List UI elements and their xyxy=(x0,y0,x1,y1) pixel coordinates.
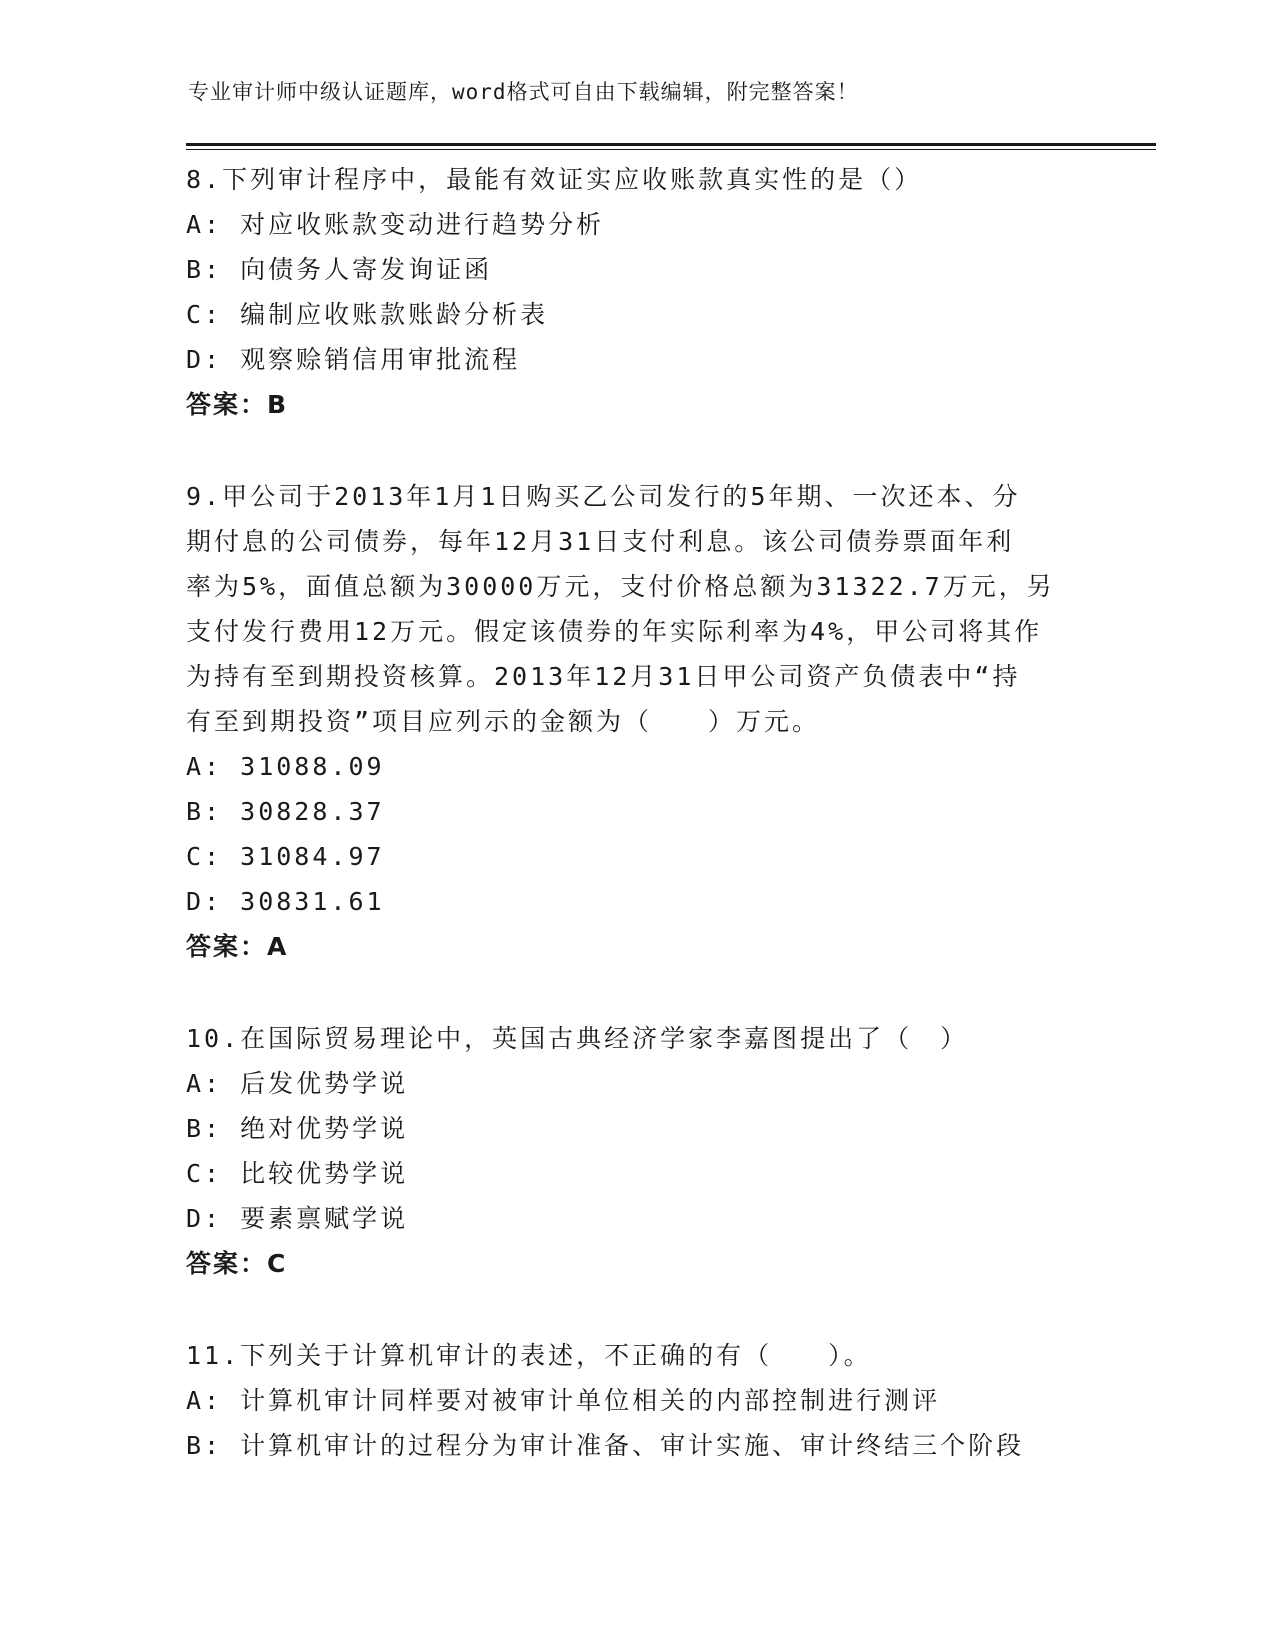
question-9 xyxy=(186,474,1086,969)
option-d: D: 30831.61 xyxy=(186,887,385,916)
question-stem: 11.下列关于计算机审计的表述，不正确的有（ ）。 xyxy=(186,1341,872,1370)
question-stem-line-1: 9.甲公司于2013年1月1日购买乙公司发行的5年期、一次还本、分 xyxy=(186,482,1021,511)
option-b: B: 绝对优势学说 xyxy=(186,1114,409,1143)
option-c: C: 比较优势学说 xyxy=(186,1159,409,1188)
option-a: A: 计算机审计同样要对被审计单位相关的内部控制进行测评 xyxy=(186,1386,941,1415)
question-stem-line-2: 期付息的公司债券，每年12月31日支付利息。该公司债券票面年利 xyxy=(186,527,1015,556)
question-8 xyxy=(186,157,1086,427)
option-d: D: 要素禀赋学说 xyxy=(186,1204,409,1233)
header-rule-thick xyxy=(186,143,1156,146)
question-list xyxy=(186,157,1086,1468)
question-stem-line-3: 率为5%，面值总额为30000万元，支付价格总额为31322.7万元，另 xyxy=(186,572,1055,601)
option-b: B: 30828.37 xyxy=(186,797,385,826)
question-stem-line-6: 有至到期投资”项目应列示的金额为（ ）万元。 xyxy=(186,707,821,736)
option-a: A: 31088.09 xyxy=(186,752,385,781)
answer-label: 答案：C xyxy=(186,1249,288,1278)
option-a: A: 对应收账款变动进行趋势分析 xyxy=(186,210,605,239)
option-d: D: 观察赊销信用审批流程 xyxy=(186,345,521,374)
option-b: B: 计算机审计的过程分为审计准备、审计实施、审计终结三个阶段 xyxy=(186,1431,1025,1460)
question-stem: 8.下列审计程序中，最能有效证实应收账款真实性的是（） xyxy=(186,165,923,194)
header-note: 专业审计师中级认证题库，word格式可自由下载编辑，附完整答案！ xyxy=(188,80,859,104)
option-c: C: 31084.97 xyxy=(186,842,385,871)
question-10 xyxy=(186,1016,1086,1286)
answer-label: 答案：A xyxy=(186,932,289,961)
question-stem-line-4: 支付发行费用12万元。假定该债券的年实际利率为4%，甲公司将其作 xyxy=(186,617,1043,646)
question-11 xyxy=(186,1333,1086,1468)
answer-label: 答案：B xyxy=(186,390,289,419)
question-gap xyxy=(186,969,1086,1016)
question-stem: 10.在国际贸易理论中，英国古典经济学家李嘉图提出了（ ） xyxy=(186,1024,969,1053)
option-c: C: 编制应收账款账龄分析表 xyxy=(186,300,549,329)
question-gap xyxy=(186,427,1086,474)
question-gap xyxy=(186,1286,1086,1333)
question-stem-line-5: 为持有至到期投资核算。2013年12月31日甲公司资产负债表中“持 xyxy=(186,662,1021,691)
option-a: A: 后发优势学说 xyxy=(186,1069,409,1098)
option-b: B: 向债务人寄发询证函 xyxy=(186,255,493,284)
header-rule-thin xyxy=(186,149,1156,150)
